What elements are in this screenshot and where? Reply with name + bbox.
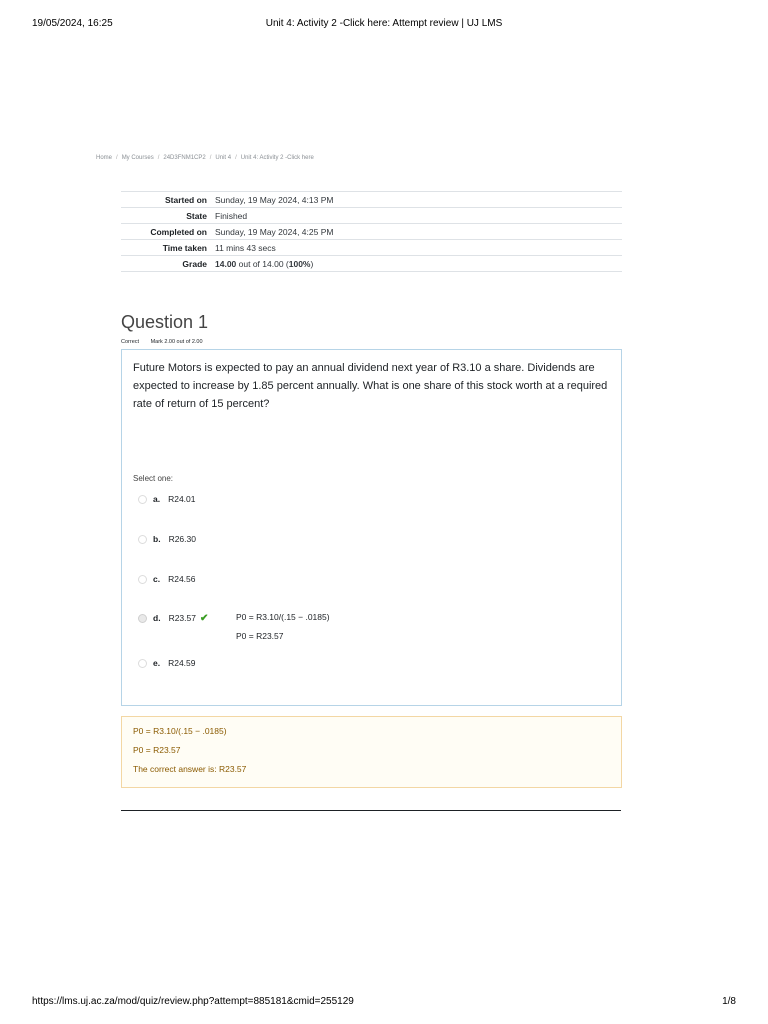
summary-row-state bbox=[121, 208, 622, 224]
feedback-line: P0 = R23.57 bbox=[133, 745, 181, 755]
option-letter: d. bbox=[153, 613, 161, 623]
general-feedback bbox=[121, 716, 622, 788]
attempt-summary-table bbox=[121, 191, 622, 272]
summary-value bbox=[215, 256, 622, 272]
answer-option-a[interactable] bbox=[138, 494, 196, 504]
summary-label: State bbox=[186, 210, 207, 221]
print-url: https://lms.uj.ac.za/mod/quiz/review.php?attempt=885181&cmid=255129 bbox=[32, 996, 354, 1007]
summary-value: 11 mins 43 secs bbox=[215, 242, 276, 253]
option-letter: b. bbox=[153, 534, 161, 544]
option-value: R24.01 bbox=[168, 494, 196, 504]
radio-button-selected[interactable] bbox=[138, 614, 147, 623]
divider bbox=[121, 810, 621, 811]
correct-check-icon: ✔ bbox=[199, 613, 209, 624]
option-letter: e. bbox=[153, 658, 161, 668]
print-footer bbox=[32, 996, 736, 1010]
grade-score: 14.00 bbox=[215, 258, 237, 269]
option-value: R24.56 bbox=[168, 574, 196, 584]
option-value: R26.30 bbox=[168, 534, 196, 544]
question-status: Correct bbox=[121, 339, 140, 345]
option-feedback-line: P0 = R3.10/(.15 − .0185) bbox=[236, 612, 330, 622]
summary-label: Completed on bbox=[150, 226, 207, 237]
radio-button[interactable] bbox=[138, 495, 147, 504]
grade-percent: 100% bbox=[288, 258, 311, 269]
question-heading: Question 1 bbox=[121, 312, 209, 332]
option-value: R23.57 bbox=[168, 613, 196, 623]
question-info bbox=[121, 339, 213, 345]
select-one-label: Select one: bbox=[133, 474, 174, 483]
feedback-line: P0 = R3.10/(.15 − .0185) bbox=[133, 726, 227, 736]
option-feedback-line: P0 = R23.57 bbox=[236, 631, 284, 641]
summary-label: Time taken bbox=[162, 242, 207, 253]
summary-row-completed bbox=[121, 224, 622, 240]
grade-close: ) bbox=[310, 258, 314, 269]
print-datetime: 19/05/2024, 16:25 bbox=[32, 18, 113, 29]
answer-option-b[interactable] bbox=[138, 534, 196, 544]
summary-row-grade bbox=[121, 256, 622, 272]
breadcrumb-my-courses[interactable]: My Courses bbox=[121, 155, 154, 161]
breadcrumb-activity[interactable]: Unit 4: Activity 2 -Click here bbox=[240, 155, 314, 161]
option-feedback bbox=[236, 608, 330, 646]
breadcrumb-unit[interactable]: Unit 4 bbox=[215, 155, 232, 161]
option-letter: a. bbox=[153, 494, 161, 504]
print-page-number: 1/8 bbox=[722, 996, 736, 1007]
radio-button[interactable] bbox=[138, 659, 147, 668]
answer-option-d[interactable] bbox=[138, 612, 330, 653]
summary-label: Started on bbox=[164, 194, 207, 205]
answer-option-c[interactable] bbox=[138, 574, 196, 584]
summary-value: Finished bbox=[215, 210, 248, 221]
summary-value: Sunday, 19 May 2024, 4:13 PM bbox=[215, 194, 334, 205]
summary-row-started bbox=[121, 192, 622, 208]
question-content bbox=[121, 349, 622, 706]
summary-row-time bbox=[121, 240, 622, 256]
print-header bbox=[32, 18, 736, 32]
breadcrumb-course[interactable]: 24D3FNM1CP2 bbox=[163, 155, 206, 161]
radio-button[interactable] bbox=[138, 535, 147, 544]
question-text: Future Motors is expected to pay an annual dividend next year of R3.10 a share. Dividends are expected to increase by 1.85 percent annually. What is one share of this stock worth at a required rate of return of 15 percent? bbox=[133, 362, 608, 410]
correct-answer-text: The correct answer is: R23.57 bbox=[133, 764, 247, 774]
option-letter: c. bbox=[153, 574, 161, 584]
grade-total: out of 14.00 ( bbox=[236, 258, 289, 269]
breadcrumb-home[interactable]: Home bbox=[96, 155, 113, 161]
question-mark: Mark 2.00 out of 2.00 bbox=[150, 339, 203, 345]
breadcrumb: Home / My Courses / 24D3FNM1CP2 / Unit 4 / Unit 4: Activity 2 -Click here bbox=[96, 155, 314, 161]
summary-label: Grade bbox=[182, 258, 207, 269]
radio-button[interactable] bbox=[138, 575, 147, 584]
answer-option-e[interactable] bbox=[138, 658, 196, 668]
option-value: R24.59 bbox=[168, 658, 196, 668]
print-page-title: Unit 4: Activity 2 -Click here: Attempt review | UJ LMS bbox=[265, 18, 503, 29]
summary-value: Sunday, 19 May 2024, 4:25 PM bbox=[215, 226, 334, 237]
